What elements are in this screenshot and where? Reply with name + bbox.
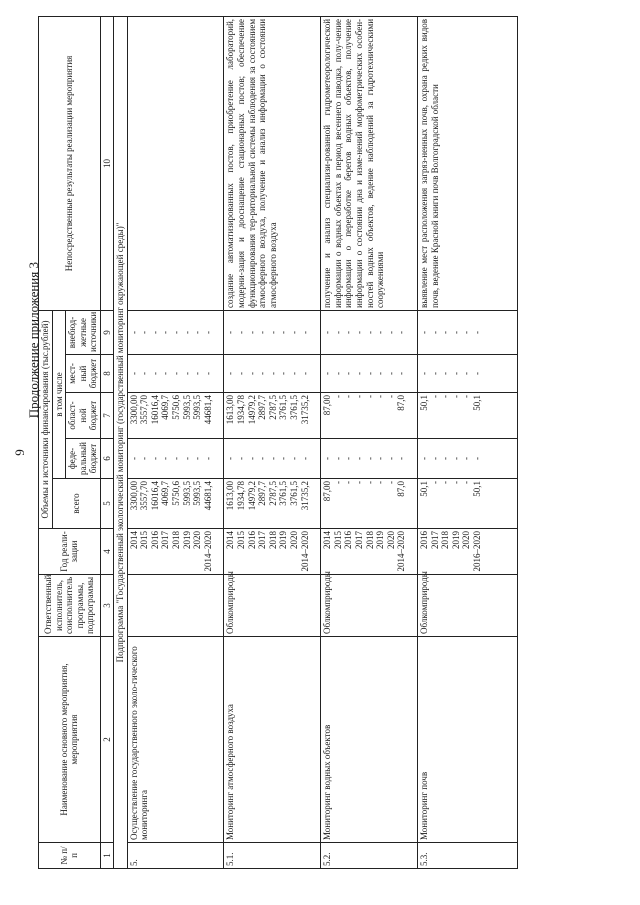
total-value: 50,1 — [471, 481, 482, 497]
event-name: Мониторинг водных объектов — [321, 637, 418, 843]
regional-value: - — [332, 395, 343, 398]
regional-value: - — [353, 395, 364, 398]
row-number: 5. — [127, 843, 224, 869]
year: 2018 — [170, 531, 181, 549]
local-value-cell — [417, 355, 517, 393]
total-value: 14979,2 — [246, 481, 257, 511]
column-number-row — [100, 16, 113, 868]
regional-value: 3557,70 — [139, 395, 150, 425]
total-value: 16016,4 — [149, 481, 160, 511]
column-number: 2 — [100, 637, 113, 843]
year: 2017 — [353, 531, 364, 549]
total-value: - — [375, 481, 386, 484]
offbudget-value: - — [364, 330, 375, 334]
federal-value: - — [375, 457, 386, 460]
federal-value: - — [170, 457, 181, 460]
regional-value: 87,0 — [396, 395, 407, 411]
year: 2018 — [440, 531, 451, 549]
local-value-cell — [321, 355, 418, 393]
offbudget-value: - — [353, 330, 364, 334]
total-value: 5993,5 — [192, 481, 203, 506]
total-value-cell — [321, 479, 418, 529]
result-text: получение и анализ специализи-рованной гидрометеорологической информации о водных объектах в период весеннего паводка, полу-чение информации о переработке берегов водных объектов, получение информации о состоянии дна и изме-нений морфометрических особен-ностей водных объектов, ведение наблюдений за гидротехническими сооружениями — [321, 16, 418, 310]
federal-value: - — [192, 457, 203, 460]
total-value-cell — [224, 479, 321, 529]
regional-value-cell — [417, 393, 517, 439]
executor: Облкомприроды — [321, 575, 418, 637]
total-value: 87,00 — [322, 481, 333, 502]
year: 2019 — [450, 531, 461, 549]
header-total: всего — [52, 479, 100, 529]
offbudget-value: - — [332, 330, 343, 334]
executor — [127, 575, 224, 637]
regional-value: 31735,2 — [299, 395, 310, 425]
federal-value-cell — [127, 439, 224, 479]
year: 2019 — [278, 531, 289, 549]
regional-value: 3300,00 — [128, 395, 139, 425]
offbudget-value: - — [396, 330, 407, 334]
regional-value: - — [375, 395, 386, 398]
local-value: - — [471, 372, 482, 375]
local-value: - — [192, 372, 203, 375]
year: 2014 — [322, 531, 333, 549]
local-value: - — [385, 372, 396, 375]
offbudget-value: - — [181, 330, 192, 334]
federal-value: - — [396, 457, 407, 460]
federal-value: - — [149, 457, 160, 460]
year: 2019 — [181, 531, 192, 549]
result-text — [127, 16, 224, 310]
total-value: 44681,4 — [202, 481, 213, 511]
total-value: 50,1 — [418, 481, 429, 497]
regional-value: 5993,5 — [192, 395, 203, 420]
year-cell — [417, 529, 517, 575]
year: 2015 — [235, 531, 246, 549]
total-value: 2787,5 — [267, 481, 278, 506]
column-number: 10 — [100, 16, 113, 310]
year: 2015 — [332, 531, 343, 549]
offbudget-value: - — [299, 330, 310, 334]
year: 2020 — [461, 531, 472, 549]
federal-value: - — [257, 457, 268, 460]
subprogram-title: Подпрограмма "Государственный экологический мониторинг (государственный мониторинг окружающей среды)" — [113, 16, 127, 868]
total-value-cell — [127, 479, 224, 529]
federal-value: - — [322, 457, 333, 460]
year: 2014–2020 — [202, 531, 213, 572]
federal-value: - — [332, 457, 343, 460]
federal-value: - — [160, 457, 171, 460]
local-value: - — [139, 372, 150, 375]
local-value: - — [149, 372, 160, 375]
year: 2014 — [128, 531, 139, 549]
executor: Облкомприроды — [417, 575, 517, 637]
year-cell — [127, 529, 224, 575]
total-value: 3761,5 — [288, 481, 299, 506]
federal-value: - — [235, 457, 246, 460]
program-table — [38, 16, 518, 869]
regional-value: 3761,5 — [288, 395, 299, 420]
offbudget-value: - — [343, 330, 354, 334]
executor: Облкомприроды — [224, 575, 321, 637]
regional-value: 1613,00 — [225, 395, 236, 425]
offbudget-value: - — [257, 330, 268, 334]
offbudget-value: - — [202, 330, 213, 334]
local-value: - — [343, 372, 354, 375]
year: 2018 — [267, 531, 278, 549]
federal-value: - — [267, 457, 278, 460]
federal-value: - — [471, 457, 482, 460]
header-local: мест-ный бюджет — [66, 355, 101, 393]
local-value: - — [257, 372, 268, 375]
column-number: 9 — [100, 310, 113, 354]
continuation-label: Продолжение приложения 3 — [26, 262, 41, 419]
total-value: - — [440, 481, 451, 484]
total-value: 31735,2 — [299, 481, 310, 511]
header-year: Год реали-зации — [39, 529, 101, 575]
regional-value: - — [450, 395, 461, 398]
regional-value: 4069,7 — [160, 395, 171, 420]
column-number: 3 — [100, 575, 113, 637]
offbudget-value: - — [149, 330, 160, 334]
regional-value: - — [364, 395, 375, 398]
year: 2017 — [429, 531, 440, 549]
local-value: - — [278, 372, 289, 375]
federal-value: - — [450, 457, 461, 460]
year: 2020 — [288, 531, 299, 549]
offbudget-value: - — [246, 330, 257, 334]
total-value: - — [461, 481, 472, 484]
column-number: 5 — [100, 479, 113, 529]
regional-value: 1934,78 — [235, 395, 246, 425]
local-value: - — [396, 372, 407, 375]
total-value: 3300,00 — [128, 481, 139, 511]
federal-value: - — [299, 457, 310, 460]
year: 2019 — [375, 531, 386, 549]
offbudget-value: - — [139, 330, 150, 334]
offbudget-value: - — [170, 330, 181, 334]
header-result: Непосредственные результаты реализации мероприятия — [39, 16, 101, 310]
offbudget-value: - — [429, 330, 440, 334]
federal-value: - — [364, 457, 375, 460]
federal-value: - — [128, 457, 139, 460]
regional-value: - — [429, 395, 440, 398]
regional-value: 50,1 — [471, 395, 482, 411]
year: 2016 — [418, 531, 429, 549]
event-name: Мониторинг почв — [417, 637, 517, 843]
local-value: - — [450, 372, 461, 375]
regional-value: 5750,6 — [170, 395, 181, 420]
federal-value: - — [418, 457, 429, 460]
offbudget-value: - — [288, 330, 299, 334]
regional-value: 16016,4 — [149, 395, 160, 425]
row-number: 5.3. — [417, 843, 517, 869]
offbudget-value: - — [471, 330, 482, 334]
local-value: - — [235, 372, 246, 375]
local-value: - — [364, 372, 375, 375]
year: 2017 — [160, 531, 171, 549]
local-value: - — [267, 372, 278, 375]
total-value: - — [385, 481, 396, 484]
total-value: 5993,5 — [181, 481, 192, 506]
year: 2016 — [246, 531, 257, 549]
column-number: 1 — [100, 843, 113, 869]
year: 2018 — [364, 531, 375, 549]
year: 2017 — [257, 531, 268, 549]
year: 2014–2020 — [396, 531, 407, 572]
offbudget-value: - — [418, 330, 429, 334]
federal-value: - — [278, 457, 289, 460]
year: 2016 — [343, 531, 354, 549]
offbudget-value: - — [160, 330, 171, 334]
federal-value: - — [440, 457, 451, 460]
offbudget-value: - — [235, 330, 246, 334]
header-regional: област-ной бюджет — [66, 393, 101, 439]
local-value-cell — [127, 355, 224, 393]
local-value: - — [353, 372, 364, 375]
subprogram-row — [113, 16, 127, 868]
federal-value: - — [246, 457, 257, 460]
regional-value: 50,1 — [418, 395, 429, 411]
total-value: - — [332, 481, 343, 484]
local-value: - — [181, 372, 192, 375]
regional-value: 5993,5 — [181, 395, 192, 420]
federal-value: - — [288, 457, 299, 460]
total-value: 87,0 — [396, 481, 407, 497]
regional-value: - — [343, 395, 354, 398]
page-number: 9 — [12, 449, 27, 456]
total-value: 1934,78 — [235, 481, 246, 511]
local-value: - — [440, 372, 451, 375]
year: 2016 — [149, 531, 160, 549]
local-value: - — [128, 372, 139, 375]
year: 2020 — [385, 531, 396, 549]
result-text: создание автоматизированных постов, приобретение лабораторий, модерни-зация и дооснащение стационарных постов; обеспечение функционирования тер-риториальной системы наблюдения за состоянием атмосферного воздуха, получение и анализ информации о состоянии атмосферного воздуха — [224, 16, 321, 310]
federal-value: - — [461, 457, 472, 460]
offbudget-value: - — [267, 330, 278, 334]
offbudget-value-cell — [321, 310, 418, 354]
regional-value: 3761,5 — [278, 395, 289, 420]
offbudget-value-cell — [224, 310, 321, 354]
column-number: 8 — [100, 355, 113, 393]
offbudget-value: - — [192, 330, 203, 334]
header-no: № п/п — [39, 843, 101, 869]
total-value: 5750,6 — [170, 481, 181, 506]
local-value-cell — [224, 355, 321, 393]
federal-value: - — [202, 457, 213, 460]
regional-value-cell — [127, 393, 224, 439]
offbudget-value: - — [461, 330, 472, 334]
year-cell — [321, 529, 418, 575]
local-value: - — [225, 372, 236, 375]
federal-value: - — [139, 457, 150, 460]
header-federal: феде-ральный бюджет — [66, 439, 101, 479]
offbudget-value-cell — [417, 310, 517, 354]
offbudget-value: - — [385, 330, 396, 334]
local-value: - — [418, 372, 429, 375]
local-value: - — [332, 372, 343, 375]
total-value-cell — [417, 479, 517, 529]
table-row — [127, 16, 224, 868]
total-value: - — [450, 481, 461, 484]
federal-value-cell — [321, 439, 418, 479]
header-incl: в том числе — [52, 310, 66, 478]
total-value: 4069,7 — [160, 481, 171, 506]
header-row-1 — [39, 16, 53, 868]
regional-value: - — [461, 395, 472, 398]
year: 2015 — [139, 531, 150, 549]
column-number: 6 — [100, 439, 113, 479]
header-funding: Объемы и источники финансирования (тыс.рублей) — [39, 310, 53, 528]
total-value: 1613,00 — [225, 481, 236, 511]
offbudget-value: - — [322, 330, 333, 334]
total-value: - — [429, 481, 440, 484]
header-executor: Ответственный исполнитель, соисполнитель программы, подпрограммы — [39, 575, 101, 637]
year-cell — [224, 529, 321, 575]
federal-value: - — [343, 457, 354, 460]
event-name: Осуществление государственного эколо-гического мониторинга — [127, 637, 224, 843]
regional-value: 44681,4 — [202, 395, 213, 425]
total-value: - — [353, 481, 364, 484]
local-value: - — [299, 372, 310, 375]
regional-value: 2897,7 — [257, 395, 268, 420]
table-row — [224, 16, 321, 868]
year: 2020 — [192, 531, 203, 549]
year: 2014–2020 — [299, 531, 310, 572]
column-number: 7 — [100, 393, 113, 439]
year: 2014 — [225, 531, 236, 549]
header-offbudget: внебюд-жетные источники — [66, 310, 101, 354]
offbudget-value: - — [225, 330, 236, 334]
local-value: - — [202, 372, 213, 375]
regional-value: 87,00 — [322, 395, 333, 416]
local-value: - — [322, 372, 333, 375]
result-text: выявление мест расположения загряз-ненных почв, охрана редких видов почв, ведение Красной книги почв Волгоградской области — [417, 16, 517, 310]
local-value: - — [461, 372, 472, 375]
federal-value-cell — [224, 439, 321, 479]
offbudget-value: - — [278, 330, 289, 334]
total-value: - — [364, 481, 375, 484]
offbudget-value: - — [128, 330, 139, 334]
regional-value: 14979,2 — [246, 395, 257, 425]
total-value: 2897,7 — [257, 481, 268, 506]
offbudget-value-cell — [127, 310, 224, 354]
regional-value: - — [440, 395, 451, 398]
year: 2016–2020 — [471, 531, 482, 572]
offbudget-value: - — [375, 330, 386, 334]
regional-value-cell — [224, 393, 321, 439]
federal-value-cell — [417, 439, 517, 479]
regional-value: - — [385, 395, 396, 398]
table-row — [321, 16, 418, 868]
row-number: 5.2. — [321, 843, 418, 869]
row-number: 5.1. — [224, 843, 321, 869]
federal-value: - — [429, 457, 440, 460]
column-number: 4 — [100, 529, 113, 575]
local-value: - — [246, 372, 257, 375]
local-value: - — [160, 372, 171, 375]
regional-value-cell — [321, 393, 418, 439]
header-name: Наименование основного мероприятия, мероприятия — [39, 637, 101, 843]
total-value: - — [343, 481, 354, 484]
local-value: - — [170, 372, 181, 375]
regional-value: 2787,5 — [267, 395, 278, 420]
total-value: 3761,5 — [278, 481, 289, 506]
local-value: - — [288, 372, 299, 375]
offbudget-value: - — [450, 330, 461, 334]
table-row — [417, 16, 517, 868]
total-value: 3557,70 — [139, 481, 150, 511]
federal-value: - — [181, 457, 192, 460]
federal-value: - — [385, 457, 396, 460]
local-value: - — [429, 372, 440, 375]
offbudget-value: - — [440, 330, 451, 334]
federal-value: - — [353, 457, 364, 460]
event-name: Мониторинг атмосферного воздуха — [224, 637, 321, 843]
local-value: - — [375, 372, 386, 375]
federal-value: - — [225, 457, 236, 460]
